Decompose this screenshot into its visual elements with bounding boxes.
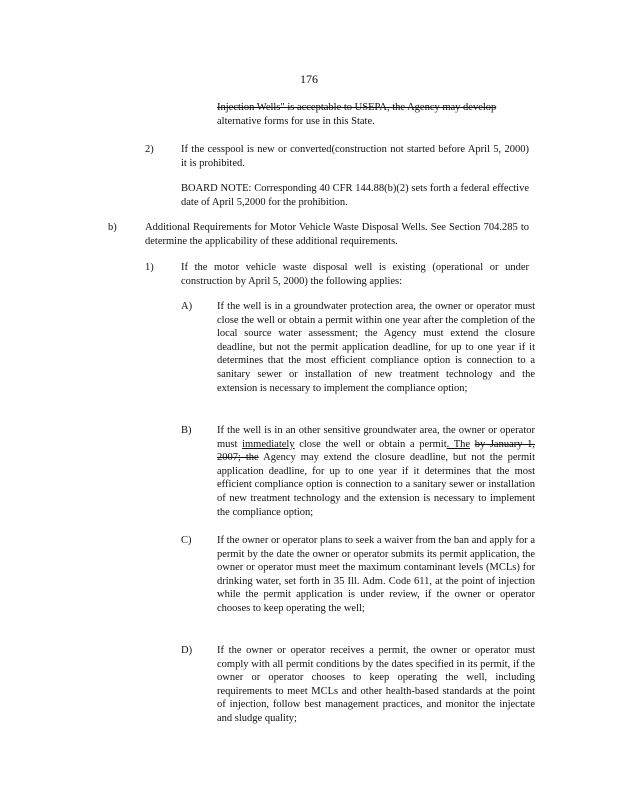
continuation-text xyxy=(217,101,537,128)
item-2-text: If the cesspool is new or converted(construction not started before April 5, 2000) it is prohibited. xyxy=(181,144,529,169)
sub-d-text: If the owner or operator receives a permit, the owner or operator must comply with all permit conditions by the dates specified in its permit, if the owner or operator chooses to keep operating the well, including requirements to meet MCLs and other health-based standards at the point of injection, follow best management practices, and monitor the injectate and sludge quality; xyxy=(217,645,535,724)
board-note: BOARD NOTE: Corresponding 40 CFR 144.88(b)(2) sets forth a federal effective date of April 5,2000 for the prohibition. xyxy=(181,183,529,208)
struck-continuation: Injection Wells" is acceptable to USEPA, the Agency may develop xyxy=(217,102,497,113)
sub-d-label: D) xyxy=(181,645,193,656)
item-1-label: 1) xyxy=(145,262,154,273)
section-b-label: b) xyxy=(108,222,117,233)
sub-b-label: B) xyxy=(181,425,192,436)
struck-deadline: by January 1, 2007; the xyxy=(217,438,536,464)
page-number: 176 xyxy=(300,72,318,86)
sub-b-text: If the well is in an other sensitive groundwater area, the owner or operator must immediately close the well or obtain a permit. The by January 1, 2007; the Agency may extend the closure deadline, but not the permit application deadline, for up to one year if it determines that the most efficient compliance option is connection to a sanitary sewer or installation of new treatment technology and the extension is necessary to implement the compliance option; xyxy=(217,425,536,518)
inserted-immediately: immediately xyxy=(242,438,295,450)
item-2-label: 2) xyxy=(145,144,154,155)
sub-a-label: A) xyxy=(181,301,193,312)
sub-c-label: C) xyxy=(181,535,192,546)
inserted-the: . The xyxy=(446,438,471,450)
section-b-text: Additional Requirements for Motor Vehicle Waste Disposal Wells. See Section 704.285 to determine the applicability of these additional requirements. xyxy=(145,222,529,247)
sub-a-text: If the well is in a groundwater protection area, the owner or operator must close the well or obtain a permit within one year after the completion of the local source water assessment; the Agency must extend the closure deadline, but not the permit application deadline, for up to one year if it determines that the most efficient compliance option is connection to a sanitary sewer or installation of new treatment technology and the extension is necessary to implement the compliance option; xyxy=(217,301,535,394)
item-1-text: If the motor vehicle waste disposal well is existing (operational or under construction by April 5, 2000) the following applies: xyxy=(181,262,529,287)
sub-c-text: If the owner or operator plans to seek a waiver from the ban and apply for a permit by the date the owner or operator submits its permit application, the owner or operator must meet the maximum contaminant levels (MCLs) for drinking water, set forth in 35 Ill. Adm. Code 611, at the point of injection while the permit application is under review, if the owner or operator chooses to keep operating the well; xyxy=(217,535,535,614)
continuation-rest: alternative forms for use in this State. xyxy=(217,115,375,127)
